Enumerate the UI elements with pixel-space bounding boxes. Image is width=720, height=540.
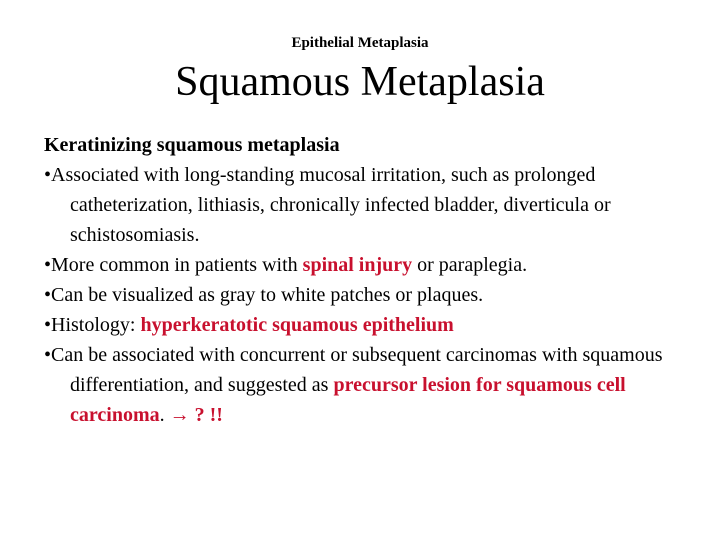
slide-title: Squamous Metaplasia	[175, 59, 545, 105]
highlight-text: precursor lesion for squamous cell carcinoma	[70, 374, 626, 426]
emphasis-text: ? !!	[189, 404, 223, 426]
subheading: Keratinizing squamous metaplasia	[44, 134, 340, 156]
bullet-text: .	[159, 404, 170, 426]
bullet-item	[44, 340, 704, 430]
bullet-item	[44, 250, 704, 280]
bullet-marker: •	[44, 164, 52, 186]
arrow-right-icon: →	[169, 404, 190, 426]
bullet-item	[44, 280, 704, 310]
bullet-text: Can be associated with concurrent or subsequent carcinomas with squamous differentiation, and suggested as	[51, 344, 663, 396]
bullet-text: Histology:	[51, 314, 141, 336]
bullet-marker: •	[44, 254, 52, 276]
bullet-text: or paraplegia.	[412, 254, 528, 276]
bullet-text: More common in patients with	[51, 254, 303, 276]
bullet-marker: •	[44, 314, 52, 336]
bullet-marker: •	[44, 344, 52, 366]
bullet-marker: •	[44, 284, 52, 306]
bullet-text: Associated with long-standing mucosal irritation, such as prolonged catheterization, lithiasis, chronically infected bladder, diverticula or schistosomiasis.	[51, 164, 611, 246]
header-label: Epithelial Metaplasia	[291, 35, 429, 51]
highlight-text: spinal injury	[302, 254, 413, 276]
slide-body	[44, 130, 704, 430]
highlight-text: hyperkeratotic squamous epithelium	[140, 314, 454, 336]
bullet-text: Can be visualized as gray to white patches or plaques.	[51, 284, 484, 306]
bullet-item	[44, 310, 704, 340]
bullet-item	[44, 160, 704, 250]
